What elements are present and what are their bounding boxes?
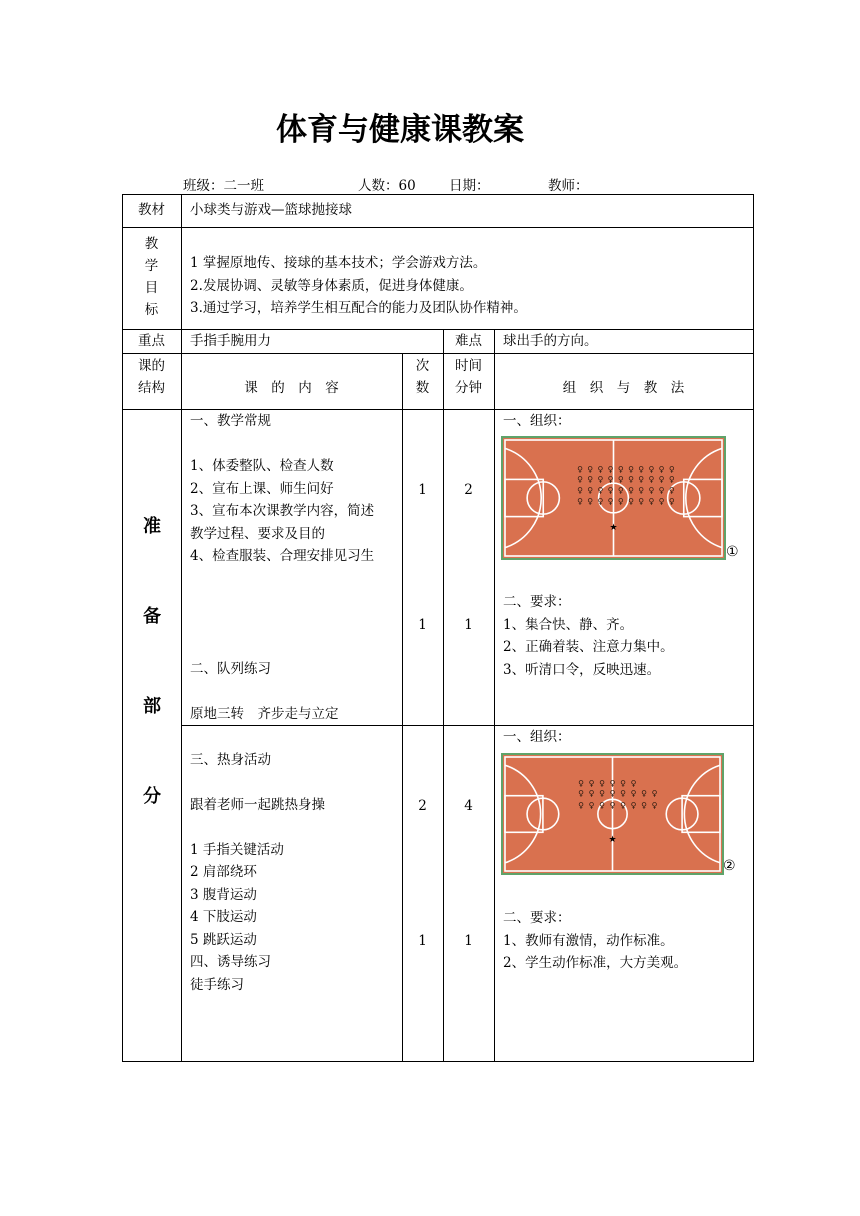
count-info: 人数：60: [358, 178, 416, 194]
student-marker: ♀: [597, 475, 604, 484]
student-marker: ♀: [648, 486, 655, 495]
student-marker: ♀: [651, 789, 658, 798]
student-marker: ♀: [628, 465, 634, 474]
student-marker: ♀: [587, 475, 594, 484]
student-marker: ♀: [587, 465, 594, 474]
student-marker: ♀: [609, 789, 616, 798]
goal-item: 3.通过学习，培养学生相互配合的能力及团队协作精神。: [190, 300, 527, 316]
student-marker: ♀: [638, 475, 645, 484]
block1-times: 1: [418, 617, 427, 633]
block1-content: 一、教学常规 1、体委整队、检查人数 2、宣布上课、师生问好 3、宣布本次课教学内容，简述 教学过程、要求及目的 4、检查服装、合理安排见习生 二、队列练习 原地三转 齐步走与立定: [190, 413, 375, 722]
student-marker: ♀: [609, 779, 616, 788]
block2-times: 2: [418, 798, 427, 814]
goal-label: 教 学 目 标: [144, 236, 159, 318]
student-marker: ♀: [641, 801, 647, 810]
document-title: 体育与健康课教案: [276, 112, 524, 148]
student-marker: ♀: [658, 486, 665, 495]
student-marker: ♀: [668, 465, 675, 474]
student-marker: ♀: [658, 465, 665, 474]
student-marker: ♀: [597, 465, 604, 474]
student-marker: ♀: [617, 486, 624, 495]
student-marker: ♀: [617, 475, 624, 484]
student-marker: ♀: [607, 486, 614, 495]
student-marker: ♀: [577, 497, 583, 506]
goal-item: 1 掌握原地传、接球的基本技术；学会游戏方法。: [190, 255, 487, 271]
student-marker: ♀: [577, 486, 583, 495]
focus-label: 重点: [138, 333, 165, 349]
student-marker: ♀: [588, 779, 595, 788]
focus-value: 手指手腕用力: [190, 333, 271, 349]
student-marker: ♀: [630, 789, 637, 798]
student-marker: ♀: [617, 465, 624, 474]
student-marker: ♀: [628, 486, 634, 495]
student-marker: ♀: [648, 497, 655, 506]
basketball-court-diagram: [501, 753, 724, 875]
duration-header: 时间 分钟: [455, 358, 482, 396]
student-marker: ♀: [641, 789, 647, 798]
block2-content: 三、热身活动 跟着老师一起跳热身操 1 手指关键活动 2 肩部绕环 3 腹背运动 4 下肢运动 5 跳跃运动 四、诱导练习 徒手练习: [190, 751, 325, 993]
diagram-number-label: ②: [723, 858, 736, 874]
teacher-star: ★: [608, 835, 617, 845]
block1-duration: 1: [464, 617, 473, 633]
student-marker: ♀: [628, 475, 634, 484]
student-marker: ♀: [651, 801, 658, 810]
block1-requirements: 二、要求： 1、集合快、静、齐。 2、正确着装、注意力集中。 3、听清口令，反映迅速。: [503, 594, 674, 678]
student-marker: ♀: [587, 486, 594, 495]
student-marker: ♀: [577, 465, 583, 474]
student-marker: ♀: [630, 779, 637, 788]
student-marker: ♀: [658, 497, 665, 506]
student-marker: ♀: [620, 779, 626, 788]
difficulty-label: 难点: [455, 333, 482, 349]
section-label-char: 备: [143, 606, 161, 627]
student-marker: ♀: [668, 497, 675, 506]
student-marker: ♀: [578, 789, 584, 798]
content-header: 课 的 内 容: [244, 380, 339, 396]
teacher-star: ★: [609, 523, 618, 533]
goal-item: 2.发展协调、灵敏等身体素质，促进身体健康。: [190, 277, 473, 294]
block1-times: 1: [418, 482, 427, 498]
student-marker: ♀: [588, 801, 595, 810]
section-label-char: 分: [143, 786, 161, 807]
method-header: 组 织 与 教 法: [562, 380, 685, 396]
block2-org-label: 一、组织：: [503, 729, 571, 745]
student-marker: ♀: [599, 789, 605, 798]
teacher-info: 教师：: [548, 178, 589, 194]
goals-list: [190, 252, 527, 320]
block2-duration: 1: [464, 933, 473, 949]
section-label-char: 准: [143, 516, 161, 537]
student-marker: ♀: [620, 789, 626, 798]
student-marker: ♀: [658, 475, 665, 484]
student-marker: ♀: [578, 779, 584, 788]
student-marker: ♀: [648, 475, 655, 484]
student-marker: ♀: [630, 801, 637, 810]
block2-times: 1: [418, 933, 427, 949]
difficulty-value: 球出手的方向。: [503, 333, 598, 349]
student-marker: ♀: [588, 789, 595, 798]
student-marker: ♀: [599, 779, 605, 788]
block1-org-label: 一、组织：: [503, 413, 571, 429]
block1-duration: 2: [464, 482, 473, 498]
student-marker: ♀: [668, 475, 675, 484]
student-marker: ♀: [628, 497, 634, 506]
times-header: 次 数: [415, 358, 430, 396]
student-marker: ♀: [578, 801, 584, 810]
date-info: 日期：: [449, 178, 490, 194]
student-marker: ♀: [607, 465, 614, 474]
student-marker: ♀: [638, 465, 645, 474]
student-marker: ♀: [607, 497, 614, 506]
student-marker: ♀: [648, 465, 655, 474]
student-marker: ♀: [597, 497, 604, 506]
student-marker: ♀: [638, 497, 645, 506]
diagram-number-label: ①: [726, 544, 739, 560]
student-marker: ♀: [599, 801, 605, 810]
block2-duration: 4: [464, 798, 473, 814]
structure-header: 课的 结构: [138, 358, 165, 396]
class-info: 班级：二一班: [183, 178, 264, 194]
student-marker: ♀: [609, 801, 616, 810]
student-marker: ♀: [597, 486, 604, 495]
student-marker: ♀: [607, 475, 614, 484]
student-marker: ♀: [577, 475, 583, 484]
material-label: 教材: [138, 202, 165, 218]
material-value: 小球类与游戏—篮球抛接球: [190, 202, 352, 218]
basketball-court-diagram: [501, 436, 726, 560]
block2-requirements: 二、要求： 1、教师有激情，动作标准。 2、学生动作标准，大方美观。: [503, 910, 688, 971]
student-marker: ♀: [620, 801, 626, 810]
student-marker: ♀: [638, 486, 645, 495]
section-label-char: 部: [143, 696, 161, 717]
student-marker: ♀: [617, 497, 624, 506]
student-marker: ♀: [587, 497, 594, 506]
student-marker: ♀: [668, 486, 675, 495]
